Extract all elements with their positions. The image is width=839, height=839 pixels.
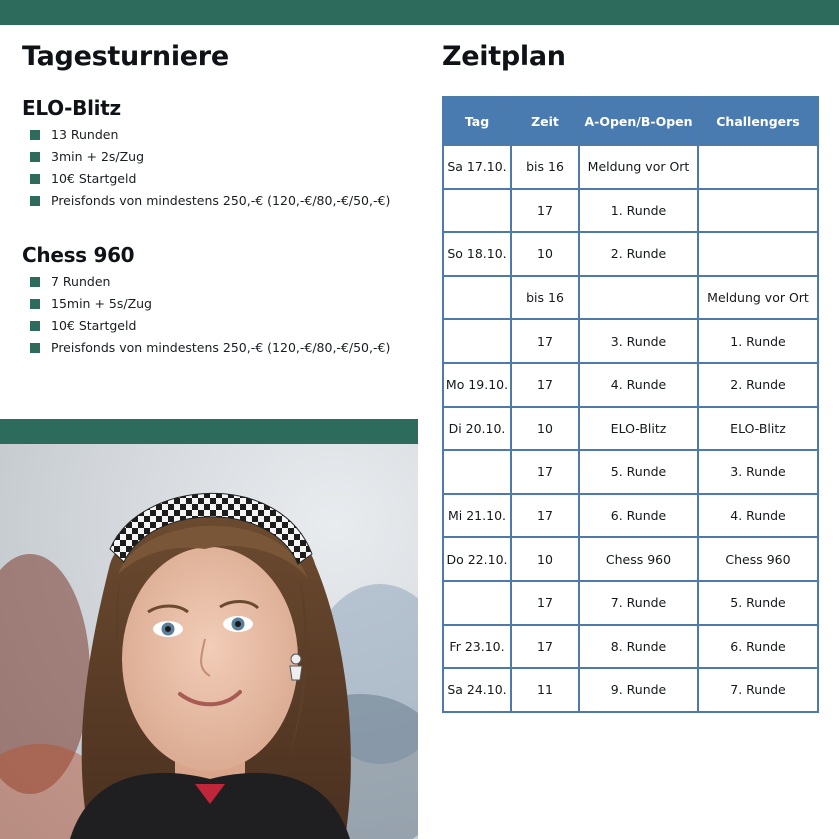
bullet-square-icon [30, 174, 40, 184]
table-row [443, 625, 818, 669]
table-cell: 3. Runde [698, 450, 818, 494]
list-item: Preisfonds von mindestens 250,-€ (120,-€/80,-€/50,-€) [30, 190, 390, 212]
table-row [443, 407, 818, 451]
table-cell: Mi 21.10. [443, 494, 511, 538]
table-cell: 5. Runde [579, 450, 698, 494]
table-cell: 1. Runde [579, 189, 698, 233]
girl-portrait-photo [0, 444, 418, 839]
table-cell [698, 145, 818, 189]
column-header: Zeit [511, 97, 579, 145]
bullet-square-icon [30, 299, 40, 309]
table-row [443, 232, 818, 276]
bullet-square-icon [30, 196, 40, 206]
table-cell [443, 189, 511, 233]
table-cell: 2. Runde [698, 363, 818, 407]
table-row [443, 537, 818, 581]
table-cell: 2. Runde [579, 232, 698, 276]
table-cell: ELO-Blitz [698, 407, 818, 451]
tagesturniere-heading: Tagesturniere [22, 41, 229, 72]
table-row [443, 189, 818, 233]
table-cell: 17 [511, 625, 579, 669]
table-cell: Di 20.10. [443, 407, 511, 451]
list-item: 3min + 2s/Zug [30, 146, 390, 168]
table-cell: 3. Runde [579, 319, 698, 363]
list-item: 10€ Startgeld [30, 168, 390, 190]
table-cell: Mo 19.10. [443, 363, 511, 407]
table-row [443, 494, 818, 538]
table-cell [698, 232, 818, 276]
table-cell: Sa 24.10. [443, 668, 511, 712]
table-cell: bis 16 [511, 145, 579, 189]
table-cell [443, 450, 511, 494]
table-cell: 7. Runde [698, 668, 818, 712]
zeitplan-heading: Zeitplan [442, 41, 566, 72]
list-item: 13 Runden [30, 124, 390, 146]
bullet-square-icon [30, 152, 40, 162]
table-cell: 17 [511, 581, 579, 625]
table-cell [698, 189, 818, 233]
table-cell: 8. Runde [579, 625, 698, 669]
list-item: 15min + 5s/Zug [30, 293, 390, 315]
table-cell: 4. Runde [579, 363, 698, 407]
table-row [443, 581, 818, 625]
table-cell [579, 276, 698, 320]
column-header: Tag [443, 97, 511, 145]
column-header: Challengers [698, 97, 818, 145]
table-row [443, 363, 818, 407]
table-cell: So 18.10. [443, 232, 511, 276]
table-cell: 17 [511, 450, 579, 494]
bullet-square-icon [30, 277, 40, 287]
schedule-table [442, 96, 819, 713]
table-cell: Meldung vor Ort [698, 276, 818, 320]
portrait-illustration-icon [0, 444, 418, 839]
table-cell: 17 [511, 189, 579, 233]
table-header-row [443, 97, 818, 145]
bullet-square-icon [30, 343, 40, 353]
table-cell: 6. Runde [698, 625, 818, 669]
table-cell: 4. Runde [698, 494, 818, 538]
photo-accent-bar [0, 419, 418, 444]
column-header: A-Open/B-Open [579, 97, 698, 145]
bullet-square-icon [30, 321, 40, 331]
top-accent-bar [0, 0, 839, 25]
table-row [443, 450, 818, 494]
table-row [443, 668, 818, 712]
table-cell: Sa 17.10. [443, 145, 511, 189]
table-cell: Meldung vor Ort [579, 145, 698, 189]
table-cell: 10 [511, 407, 579, 451]
table-cell: Do 22.10. [443, 537, 511, 581]
table-cell: 17 [511, 319, 579, 363]
bullet-square-icon [30, 130, 40, 140]
table-cell: Chess 960 [698, 537, 818, 581]
chess-960-heading: Chess 960 [22, 243, 135, 267]
table-cell: 10 [511, 232, 579, 276]
elo-blitz-heading: ELO-Blitz [22, 96, 121, 120]
table-cell [443, 581, 511, 625]
table-cell: 17 [511, 494, 579, 538]
table-row [443, 276, 818, 320]
table-cell: Fr 23.10. [443, 625, 511, 669]
table-cell: 17 [511, 363, 579, 407]
table-cell: bis 16 [511, 276, 579, 320]
elo-blitz-list [30, 124, 390, 212]
table-cell: 5. Runde [698, 581, 818, 625]
table-row [443, 319, 818, 363]
chess-960-list [30, 271, 390, 359]
table-cell: Chess 960 [579, 537, 698, 581]
table-cell [443, 276, 511, 320]
table-cell: 1. Runde [698, 319, 818, 363]
table-cell: 11 [511, 668, 579, 712]
list-item: 7 Runden [30, 271, 390, 293]
list-item: Preisfonds von mindestens 250,-€ (120,-€/80,-€/50,-€) [30, 337, 390, 359]
table-cell: 6. Runde [579, 494, 698, 538]
table-cell: ELO-Blitz [579, 407, 698, 451]
table-cell: 10 [511, 537, 579, 581]
table-cell: 7. Runde [579, 581, 698, 625]
table-row [443, 145, 818, 189]
table-cell: 9. Runde [579, 668, 698, 712]
list-item: 10€ Startgeld [30, 315, 390, 337]
table-cell [443, 319, 511, 363]
